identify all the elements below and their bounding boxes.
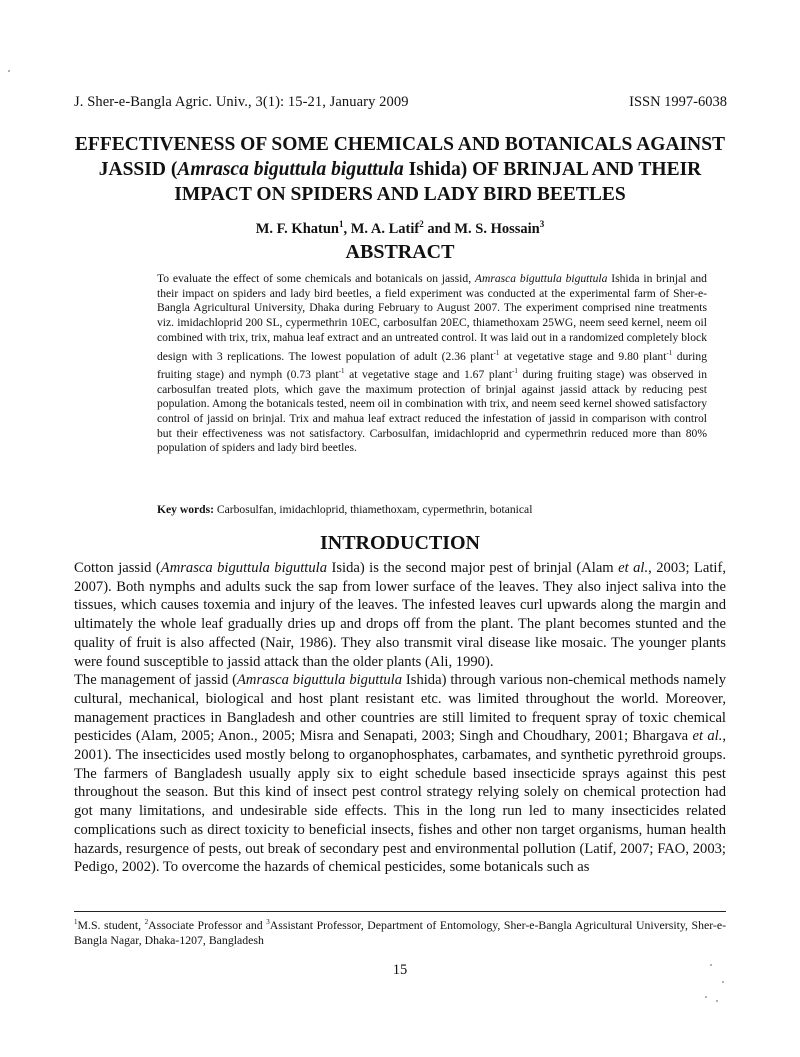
title-text-1: EFFECTIVENESS OF SOME CHEMICALS AND BOTANICALS AGAINST JASSID ( [74, 134, 726, 180]
abstract-text: at vegetative stage and 1.67 plant [344, 367, 513, 381]
abstract-species: Amrasca biguttula biguttula [474, 272, 608, 285]
abstract-text: To evaluate the effect of some chemicals and botanicals on jassid, [157, 272, 475, 285]
page-number: 15 [392, 962, 408, 978]
scan-speck [705, 996, 707, 998]
intro-species: Amrasca biguttula biguttula [160, 560, 328, 576]
abstract-text: Ishida in brinjal and their impact on spiders and lady bird beetles, a field experiment was conducted at the experimental farm of Sher-e-Bangla Agricultural University, Dhaka during February to August 2007. The experiment comprised nine treatments viz. imidachloprid 200 SL, cypermethrin 10EC, carbosulfan 20EC, thiamethoxam 25WG, neem seed kernel, neem oil combined with trix, trix, mahua leaf extract and an untreated control. It was laid out in a randomized completely block design with 3 replications. The lowest population of adult (2.36 plant [157, 272, 707, 363]
author-3: M. S. Hossain [454, 220, 540, 237]
keywords-label: Key words: [157, 503, 214, 516]
author-3-affil: 3 [539, 219, 545, 229]
footnote-text: Associate Professor and [148, 917, 267, 932]
journal-citation: J. Sher-e-Bangla Agric. Univ., 3(1): 15-21, January 2009 [74, 94, 409, 110]
abstract-text: during fruiting stage) and nymph (0.73 plant [157, 349, 707, 381]
scan-speck [716, 1000, 718, 1002]
footnote-sup: 1 [74, 918, 78, 926]
footnote-text: M.S. student, [77, 917, 145, 932]
intro-paragraph-1 [74, 559, 726, 671]
intro-species: Amrasca biguttula biguttula [237, 672, 403, 689]
author-2-affil: 2 [419, 219, 424, 229]
author-2: M. A. Latif [350, 220, 420, 237]
author-sep-1: , [343, 220, 351, 237]
abstract-text: during fruiting stage) was observed in carbosulfan treated plots, which gave the maximum protection of brinjal against jassid attack by reducing pest population. Among the botanicals tested, neem oil in combination with trix, and neem seed kernel showed satisfactory control of jassid on brinjal. Trix and mahua leaf extract reduced the infestation of jassid in comparison with control but their effectiveness was not satisfactory. Carbosulfan, imidachloprid and cypermethrin reduced more than 80% population of spiders and lady bird beetles. [157, 367, 707, 455]
title-text-2: Ishida) OF BRINJAL AND THEIR IMPACT ON SPIDERS AND LADY BIRD BEETLES [174, 159, 702, 205]
abstract-sup: -1 [512, 367, 518, 376]
intro-paragraph-2 [74, 671, 726, 877]
intro-etal: et al. [618, 560, 649, 576]
footnote-sup: 2 [144, 918, 149, 926]
intro-text: , 2003; Latif, 2007). Both nymphs and adults suck the sap from lower surface of the leaves. They also inject saliva into the tissues, which causes toxemia and injury of the leaves. The infested leaves curl upwards along the margin and ultimately the whole leaf gradually dries up and drops off from the plant. The plant becomes stunted and the quality of fruit is also affected (Nair, 1986). They also transmit viral disease like mosaic. The younger plants were found susceptible to jassid attack than the older plants (Ali, 1990). [74, 560, 726, 670]
author-sep-2: and [423, 220, 455, 237]
intro-text: , 2001). The insecticides used mostly belong to organophosphates, carbamates, and synthetic pyrethroid groups. The farmers of Bangladesh usually apply six to eight schedule based insecticide sprays against this pest throughout the season. But this kind of insect pest control strategy relying solely on chemical protection had got many limitations, and undesirable side effects. This in the long run led to many insecticides related complications such as direct toxicity to beneficial insects, fishes and other non target organisms, human health hazards, resurgence of pests, out break of secondary pest and environmental pollution (Latif, 2007; FAO, 2003; Pedigo, 2002). To overcome the hazards of chemical pesticides, some botanicals such as [74, 728, 726, 876]
issn: ISSN 1997-6038 [629, 94, 727, 110]
keywords [157, 503, 717, 516]
abstract-body [157, 272, 707, 456]
footnote-text: Assistant Professor, Department of Entomology, Sher-e-Bangla Agricultural University, Sher-e-Bangla Nagar, Dhaka-1207, Bangladesh [74, 917, 726, 947]
introduction-body [74, 559, 726, 877]
scan-speck [8, 70, 10, 72]
keywords-text: Carbosulfan, imidachloprid, thiamethoxam, cypermethrin, botanical [214, 503, 533, 516]
footnote-sup: 3 [266, 918, 270, 926]
introduction-heading: INTRODUCTION [319, 532, 481, 554]
footnote-divider [74, 911, 726, 912]
footnote [74, 915, 726, 948]
intro-text: Cotton jassid ( [74, 560, 161, 576]
abstract-sup: -1 [338, 367, 345, 376]
author-list [0, 219, 800, 238]
abstract-sup: -1 [666, 348, 673, 357]
intro-text: Ishida) through various non-chemical methods namely cultural, mechanical, biological and host plant resistant etc. was limited throughout the world. Moreover, management practices in Bangladesh and other countries are still limited to frequent spray of toxic chemical pesticides (Alam, 2005; Anon., 2005; Misra and Senapati, 2003; Singh and Choudhary, 2001; Bhargava [74, 672, 726, 745]
intro-text: Isida) is the second major pest of brinjal (Alam [327, 560, 619, 576]
intro-text: The management of jassid ( [74, 672, 237, 689]
abstract-heading: ABSTRACT [345, 241, 455, 263]
intro-etal: et al. [692, 728, 723, 745]
author-1-affil: 1 [338, 219, 344, 229]
scan-speck [710, 964, 712, 966]
title-species: Amrasca biguttula biguttula [177, 159, 404, 180]
abstract-text: at vegetative stage and 9.80 plant [499, 349, 667, 363]
scan-speck [722, 981, 724, 983]
author-1: M. F. Khatun [255, 220, 339, 237]
paper-title [60, 132, 740, 207]
abstract-sup: -1 [493, 348, 500, 357]
